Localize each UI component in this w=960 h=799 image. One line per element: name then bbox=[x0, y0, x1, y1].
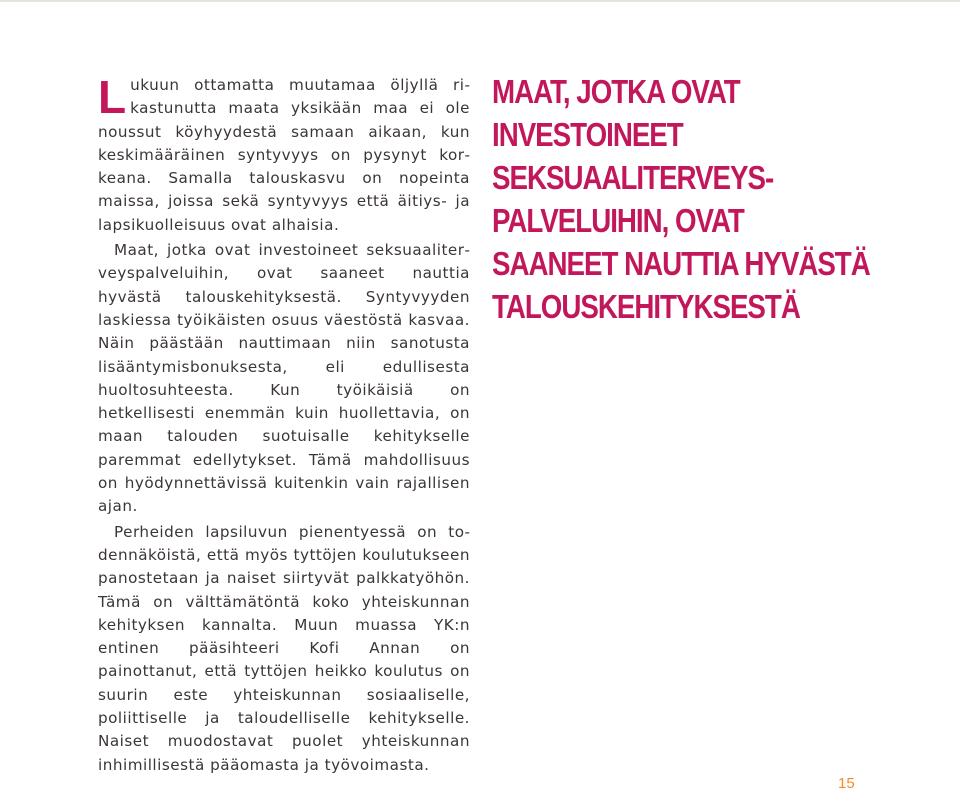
drop-cap: L bbox=[98, 71, 127, 123]
pull-quote-line: SAANEET NAUTTIA HYVÄSTÄ bbox=[492, 245, 870, 282]
paragraph-2: Maat, jotka ovat investoineet seksuaaliterveyspalveluihin, ovat saaneet nauttia hyvästä talouskehityksestä. Syntyvyyden laskiessa työikäisten osuus väestöstä kasvaa. Näin päästään nauttimaan niin sanotusta lisääntymisbonuksesta, eli edullisesta huoltosuhteesta. Kun työikäisiä on hetkellisesti enemmän kuin huollettavia, on maan talouden suotuisalle kehitykselle paremmat edellytykset. Tämä mahdollisuus on hyödynnettävissä kuitenkin vain rajallisen ajan. bbox=[98, 241, 470, 516]
page-number: 15 bbox=[838, 775, 855, 792]
top-rule bbox=[0, 0, 960, 2]
person-name: Kofi Annan bbox=[309, 639, 421, 658]
pull-quote-line: SEKSUAALITERVEYS- bbox=[492, 159, 774, 196]
paragraph-3-start: Perheiden lapsiluvun pienentyessä on todennäköistä, että myös tyttöjen koulutukseen panostetaan ja naiset siirtyvät palkkatyöhön. Tämä on välttämätöntä koko yhteiskunnan kehityksen kannalta. Muun muassa YK:n entinen pääsihteeri bbox=[98, 522, 470, 658]
article-body bbox=[98, 71, 470, 777]
pull-quote bbox=[492, 70, 870, 328]
pull-quote-line: PALVELUIHIN, OVAT bbox=[492, 202, 744, 239]
pull-quote-line: TALOUSKEHITYKSESTÄ bbox=[492, 288, 800, 325]
paragraph-3-end: on painottanut, että tyttöjen heikko koulutus on suurin este yhteiskunnan sosiaaliselle, poliittiselle ja taloudelliselle kehitykselle. Naiset muodostavat puolet yhteiskunnan inhimillisestä pääomasta ja työvoimasta. bbox=[98, 639, 470, 774]
paragraph-1-text: ukuun ottamatta muutamaa öljyllä rikastunutta maata yksikään maa ei ole noussut köyhyydestä samaan aikaan, kun keskimääräinen syntyvyys on pysynyt korkeana. Samalla talouskasvu on nopeinta maissa, joissa sekä syntyvyys että äitiys- ja lapsikuolleisuus ovat alhaisia. bbox=[98, 76, 470, 234]
pull-quote-line: INVESTOINEET bbox=[492, 116, 683, 153]
paragraph-1 bbox=[98, 71, 470, 237]
paragraph-3 bbox=[98, 521, 470, 777]
pull-quote-line: MAAT, JOTKA OVAT bbox=[492, 73, 740, 110]
